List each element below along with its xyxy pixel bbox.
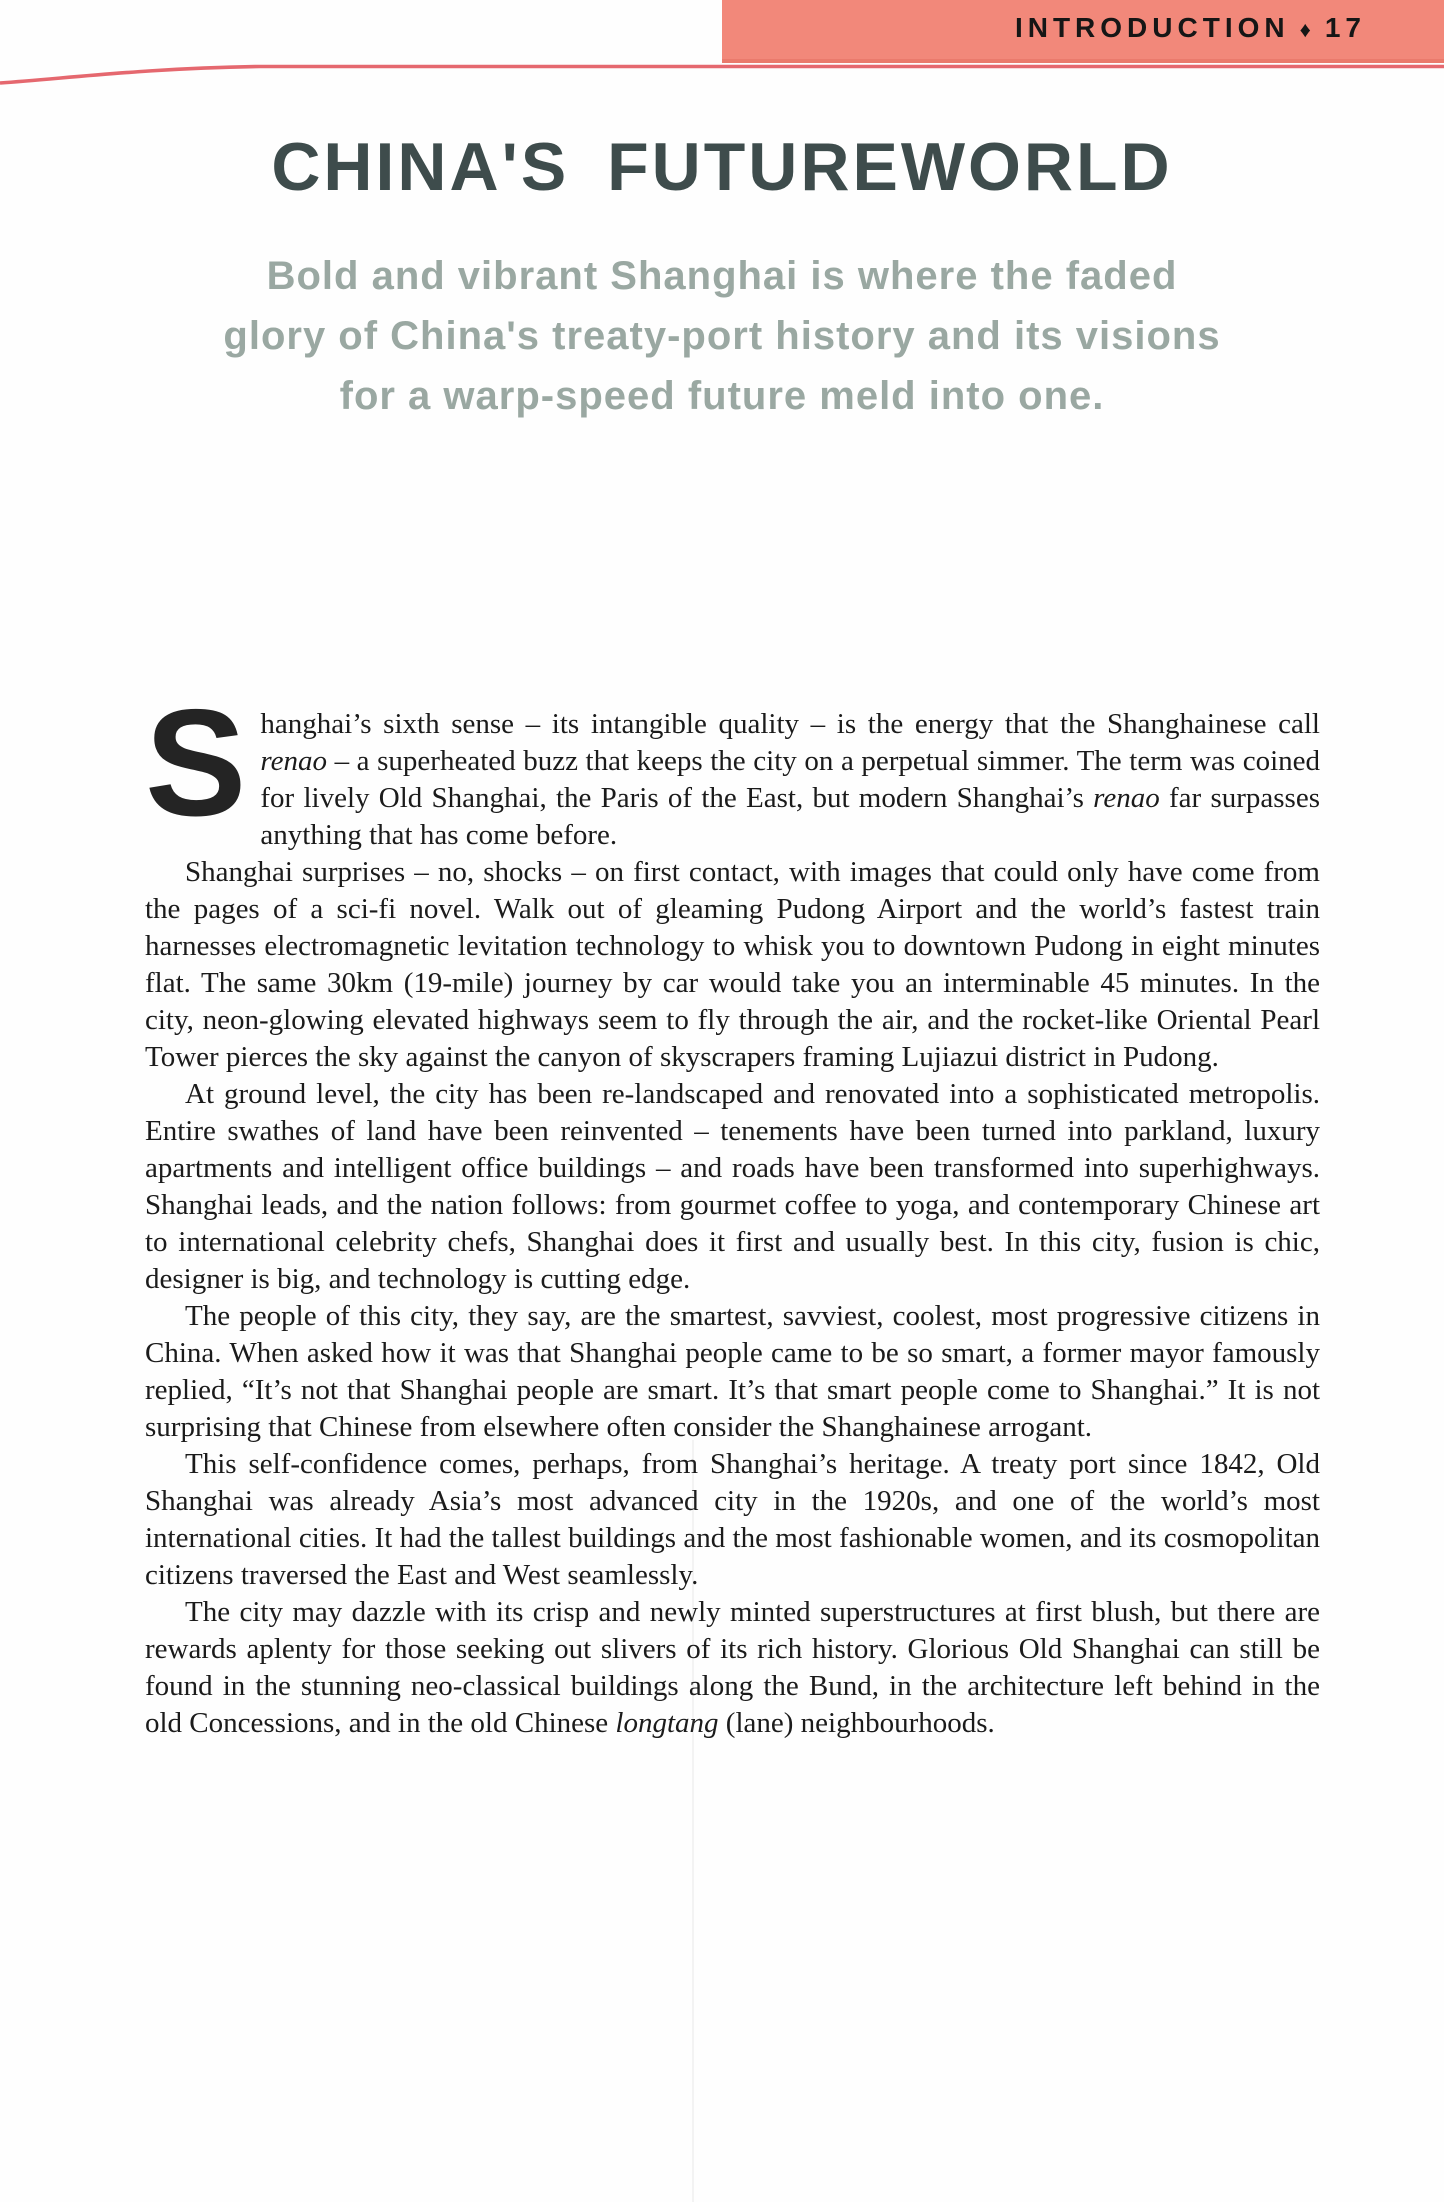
running-head-section: INTRODUCTION (1014, 11, 1290, 43)
running-head (1015, 12, 1366, 48)
page-number: 17 (1324, 11, 1366, 43)
paragraph (145, 1594, 1320, 1742)
paragraph (145, 1298, 1320, 1446)
paragraph (145, 1076, 1320, 1298)
page-crease-artifact (692, 1440, 694, 2202)
text-run: – a superheated buzz that keeps the city on a perpetual simmer. The term was coined for lively Old Shanghai, the Paris of the East, but modern Shanghai’s (260, 745, 1320, 814)
standfirst-line-2: glory of China's treaty-port history and its visions (223, 314, 1221, 358)
diamond-icon: ♦ (1299, 16, 1311, 42)
text-run: The city may dazzle with its crisp and newly minted superstructures at first blush, but there are rewards aplenty for those seeking out slivers of its rich history. Glorious Old Shanghai can still be found in the stunning neo-classical buildings along the Bund, in the architecture left behind in the old Concessions, and in the old Chinese (145, 1596, 1320, 1739)
paragraph (145, 854, 1320, 1076)
italic-term: longtang (615, 1707, 719, 1739)
italic-term: renao (1093, 782, 1160, 814)
text-run: Shanghai surprises – no, shocks – on first contact, with images that could only have come from the pages of a sci-fi novel. Walk out of gleaming Pudong Airport and the world’s fastest train harnesses electromagnetic levitation technology to whisk you to downtown Pudong in eight minutes flat. The same 30km (19-mile) journey by car would take you an interminable 45 minutes. In the city, neon-glowing elevated highways seem to fly through the air, and the rocket-like Oriental Pearl Tower pierces the sky against the canyon of skyscrapers framing Lujiazui district in Pudong. (145, 856, 1320, 1073)
chapter-title: CHINA'S FUTUREWORLD (271, 129, 1173, 205)
paragraph (145, 1446, 1320, 1594)
standfirst-line-3: for a warp-speed future meld into one. (339, 374, 1105, 418)
text-run: The people of this city, they say, are the smartest, savviest, coolest, most progressive citizens in China. When asked how it was that Shanghai people came to be so smart, a former mayor famously replied, “It’s not that Shanghai people are smart. It’s that smart people come to Shanghai.” It is not surprising that Chinese from elsewhere often consider the Shanghainese arrogant. (145, 1300, 1320, 1443)
text-run: (lane) neighbourhoods. (718, 1707, 995, 1739)
text-run: This self-confidence comes, perhaps, from Shanghai’s heritage. A treaty port since 1842, Old Shanghai was already Asia’s most advanced city in the 1920s, and one of the world’s most international cities. It had the tallest buildings and the most fashionable women, and its cosmopolitan citizens traversed the East and West seamlessly. (145, 1448, 1320, 1591)
italic-term: renao (260, 745, 327, 777)
text-run: far surpasses anything that has come before. (260, 782, 1320, 851)
text-run: hanghai’s sixth sense – its intangible quality – is the energy that the Shanghainese call (260, 708, 1320, 740)
text-run: At ground level, the city has been re-landscaped and renovated into a sophisticated metropolis. Entire swathes of land have been reinvented – tenements have been turned into parkland, luxury apartments and intelligent office buildings – and roads have been transformed into superhighways. Shanghai leads, and the nation follows: from gourmet coffee to yoga, and contemporary Chinese art to international celebrity chefs, Shanghai does it first and usually best. In this city, fusion is chic, designer is big, and technology is cutting edge. (145, 1078, 1320, 1295)
dropcap-letter: S (145, 678, 247, 848)
standfirst-line-1: Bold and vibrant Shanghai is where the faded (266, 254, 1178, 298)
chapter-standfirst (0, 246, 1444, 426)
paragraph (145, 678, 1320, 854)
article-paragraphs (145, 678, 1320, 1742)
header-bar (722, 0, 1444, 63)
